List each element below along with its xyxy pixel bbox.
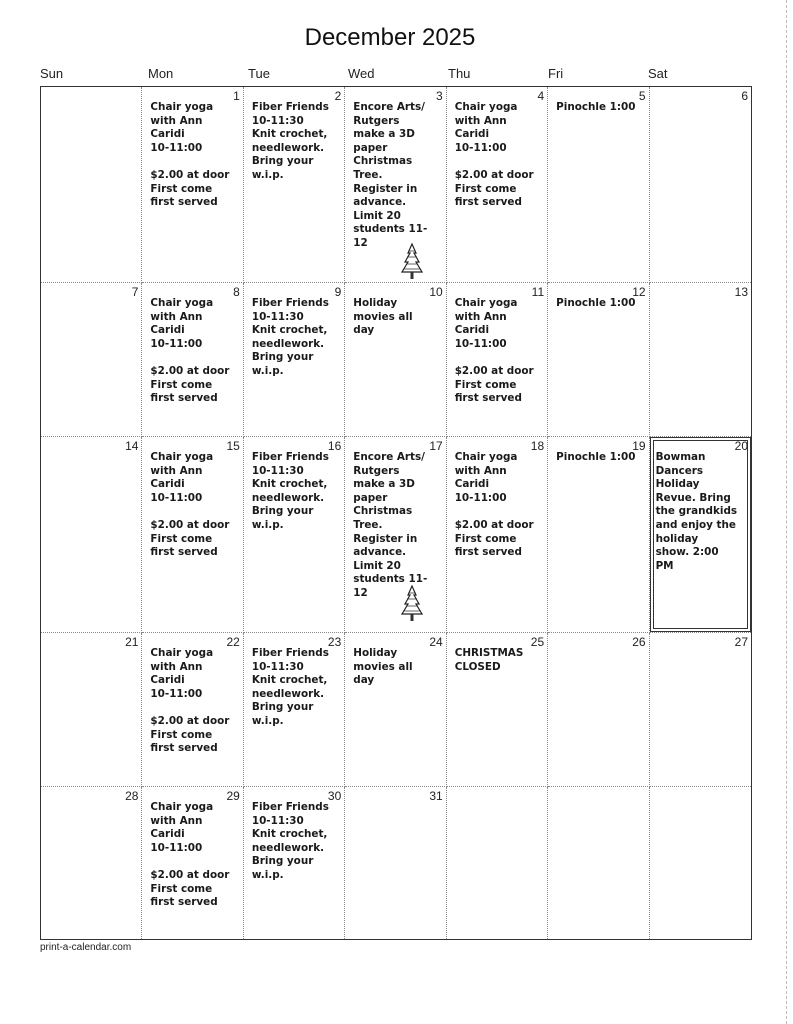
dow-wed: Wed: [348, 66, 375, 81]
day-cell: [244, 437, 345, 633]
event-text: Bowman Dancers Holiday Revue. Bring the grandkids and enjoy the holiday show. 2:00 PM: [655, 451, 738, 572]
dow-tue: Tue: [248, 66, 270, 81]
day-number: 25: [530, 635, 545, 649]
day-number: 13: [734, 285, 748, 299]
day-cell: [548, 437, 649, 633]
day-number: 26: [632, 635, 646, 649]
day-cell: [142, 283, 243, 437]
day-number: 14: [125, 439, 139, 453]
day-number: 3: [436, 89, 443, 103]
event-text: CHRISTMAS CLOSED: [454, 647, 524, 673]
day-cell: [345, 437, 446, 633]
day-number: 30: [327, 789, 342, 803]
footer-credit: print-a-calendar.com: [40, 942, 132, 953]
day-number: 1: [233, 89, 240, 103]
day-cell: [548, 787, 649, 939]
day-cell: [41, 787, 142, 939]
day-number: 10: [429, 285, 443, 299]
day-number: 12: [632, 285, 646, 299]
day-number: 19: [632, 439, 646, 453]
day-cell: [142, 437, 243, 633]
day-cell: [650, 787, 751, 939]
day-cell: [447, 87, 548, 283]
day-cell: [447, 787, 548, 939]
calendar-grid: [40, 86, 752, 940]
event-text: Fiber Friends 10-11:30 Knit crochet, needlework. Bring your w.i.p.: [251, 297, 329, 377]
day-number: 6: [741, 89, 748, 103]
event-text: Encore Arts/ Rutgers make a 3D paper Christmas Tree. Register in advance. Limit 20 students 11- 12: [353, 451, 428, 599]
day-number: 22: [226, 635, 240, 649]
day-number: 15: [226, 439, 240, 453]
event-text: Pinochle 1:00: [556, 451, 636, 463]
day-cell: [548, 633, 649, 787]
event-text: Chair yoga with Ann Caridi 10-11:00 $2.00 at door First come first served: [454, 101, 534, 209]
day-cell: [244, 633, 345, 787]
event-text: Holiday movies all day: [353, 647, 413, 687]
event-text: Fiber Friends 10-11:30 Knit crochet, needlework. Bring your w.i.p.: [251, 647, 329, 727]
event-text: Chair yoga with Ann Caridi 10-11:00 $2.00 at door First come first served: [150, 647, 230, 755]
day-cell: [548, 283, 649, 437]
day-number: 23: [327, 635, 342, 649]
day-number: 28: [125, 789, 139, 803]
day-cell: [345, 787, 446, 939]
christmas-tree-icon: [401, 585, 423, 623]
day-cell: [345, 283, 446, 437]
day-number: 7: [131, 285, 139, 299]
day-cell: [548, 87, 649, 283]
event-text: Chair yoga with Ann Caridi 10-11:00 $2.00 at door First come first served: [454, 297, 534, 405]
day-number: 17: [429, 439, 443, 453]
day-number: 16: [327, 439, 342, 453]
event-text: Pinochle 1:00: [556, 297, 636, 309]
day-number: 21: [125, 635, 139, 649]
day-number: 9: [334, 285, 342, 299]
dow-mon: Mon: [148, 66, 174, 81]
day-cell: [244, 787, 345, 939]
day-cell: [41, 633, 142, 787]
dow-thu: Thu: [448, 66, 471, 81]
event-text: Fiber Friends 10-11:30 Knit crochet, needlework. Bring your w.i.p.: [251, 451, 329, 531]
day-number: 11: [531, 285, 545, 299]
event-text: Chair yoga with Ann Caridi 10-11:00 $2.00 at door First come first served: [150, 451, 230, 559]
day-number: 29: [226, 789, 240, 803]
day-cell: [650, 633, 751, 787]
event-text: Chair yoga with Ann Caridi 10-11:00 $2.00 at door First come first served: [150, 297, 230, 405]
day-cell: [41, 437, 142, 633]
day-cell: [142, 787, 243, 939]
day-cell: [447, 633, 548, 787]
day-cell: [345, 87, 446, 283]
dow-sun: Sun: [40, 66, 64, 81]
event-text: Fiber Friends 10-11:30 Knit crochet, needlework. Bring your w.i.p.: [251, 801, 329, 881]
day-number: 20: [734, 439, 748, 453]
day-cell: [650, 87, 751, 283]
event-text: Chair yoga with Ann Caridi 10-11:00 $2.00 at door First come first served: [150, 801, 230, 909]
day-cell: [650, 283, 751, 437]
event-text: Pinochle 1:00: [556, 101, 636, 113]
day-number: 31: [429, 789, 443, 803]
day-cell: [650, 437, 751, 633]
event-text: Holiday movies all day: [353, 297, 413, 337]
day-number: 24: [429, 635, 443, 649]
day-cell: [447, 283, 548, 437]
dow-fri: Fri: [548, 66, 564, 81]
day-cell: [142, 633, 243, 787]
day-cell: [41, 283, 142, 437]
calendar-title: December 2025: [304, 24, 476, 51]
day-cell: [41, 87, 142, 283]
day-number: 27: [734, 635, 748, 649]
day-number: 2: [334, 89, 342, 103]
event-text: Chair yoga with Ann Caridi 10-11:00 $2.00 at door First come first served: [454, 451, 534, 559]
day-cell: [142, 87, 243, 283]
event-text: Fiber Friends 10-11:30 Knit crochet, needlework. Bring your w.i.p.: [251, 101, 329, 181]
day-cell: [244, 283, 345, 437]
day-number: 4: [537, 89, 545, 103]
day-cell: [447, 437, 548, 633]
event-text: Chair yoga with Ann Caridi 10-11:00 $2.00 at door First come first served: [150, 101, 230, 209]
day-cell: [244, 87, 345, 283]
page-edge: [786, 0, 788, 1024]
day-number: 18: [530, 439, 545, 453]
event-text: Encore Arts/ Rutgers make a 3D paper Christmas Tree. Register in advance. Limit 20 students 11- 12: [353, 101, 428, 249]
dow-sat: Sat: [648, 66, 668, 81]
day-cell: [345, 633, 446, 787]
christmas-tree-icon: [401, 243, 423, 281]
day-number: 5: [638, 89, 646, 103]
day-number: 8: [233, 285, 240, 299]
